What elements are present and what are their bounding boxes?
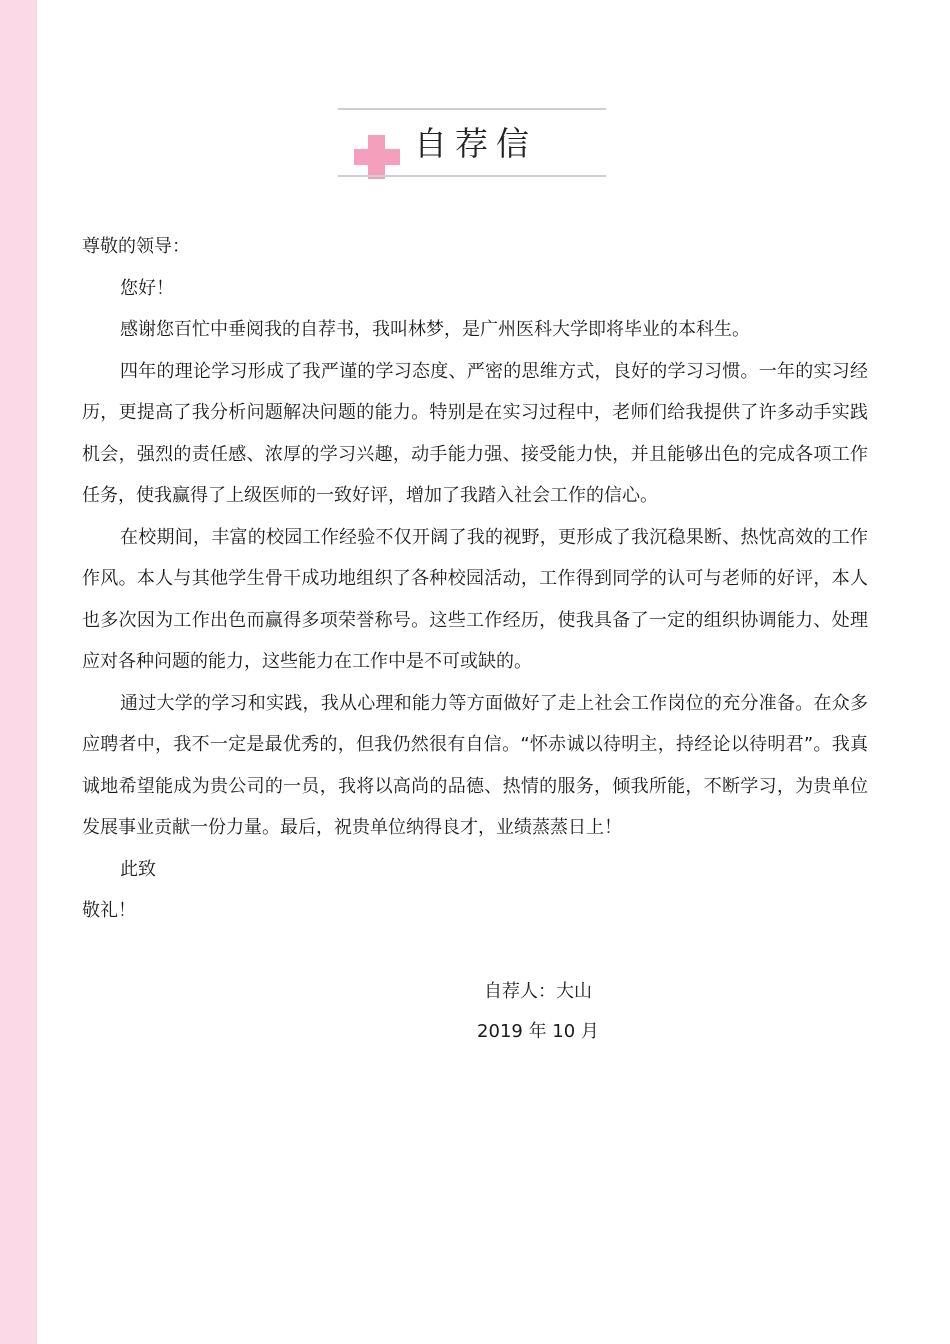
paragraph-conclusion: 通过大学的学习和实践，我从心理和能力等方面做好了走上社会工作岗位的充分准备。在众多应聘者中，我不一定是最优秀的，但我仍然很有自信。“怀赤诚以待明主，持经论以待明君”。我真诚地希望能成为贵公司的一员，我将以高尚的品德、热情的服务，倾我所能，不断学习，为贵单位发展事业贡献一份力量。最后，祝贵单位纳得良才，业绩蒸蒸日上！ xyxy=(82,692,868,838)
salutation: 尊敬的领导： xyxy=(82,236,190,257)
closing-salute: 敬礼！ xyxy=(82,900,136,921)
title-divider-top xyxy=(338,108,606,110)
letter-body xyxy=(82,226,868,932)
closing-regards: 此致 xyxy=(120,858,156,880)
signer-name: 自荐人：大山 xyxy=(484,981,592,1002)
signature-block xyxy=(440,972,636,1052)
page-title: 自荐信 xyxy=(414,124,537,163)
medical-cross-icon xyxy=(354,135,400,179)
title-divider-bottom xyxy=(338,175,606,177)
paragraph-intro: 感谢您百忙中垂阅我的自荐书，我叫林梦，是广州医科大学即将毕业的本科生。 xyxy=(120,319,750,340)
side-decoration-band xyxy=(0,0,37,1344)
paragraph-campus: 在校期间，丰富的校园工作经验不仅开阔了我的视野，更形成了我沉稳果断、热忱高效的工作作风。本人与其他学生骨干成功地组织了各种校园活动，工作得到同学的认可与老师的好评，本人也多次因为工作出色而赢得多项荣誉称号。这些工作经历，使我具备了一定的组织协调能力、处理应对各种问题的能力，这些能力在工作中是不可或缺的。 xyxy=(82,526,868,672)
paragraph-study: 四年的理论学习形成了我严谨的学习态度、严密的思维方式，良好的学习习惯。一年的实习经历，更提高了我分析问题解决问题的能力。特别是在实习过程中，老师们给我提供了许多动手实践机会，强烈的责任感、浓厚的学习兴趣，动手能力强、接受能力快，并且能够出色的完成各项工作任务，使我赢得了上级医师的一致好评，增加了我踏入社会工作的信心。 xyxy=(82,360,868,506)
letter-date: 2019 年 10 月 xyxy=(477,1021,599,1042)
greeting: 您好！ xyxy=(120,277,174,299)
